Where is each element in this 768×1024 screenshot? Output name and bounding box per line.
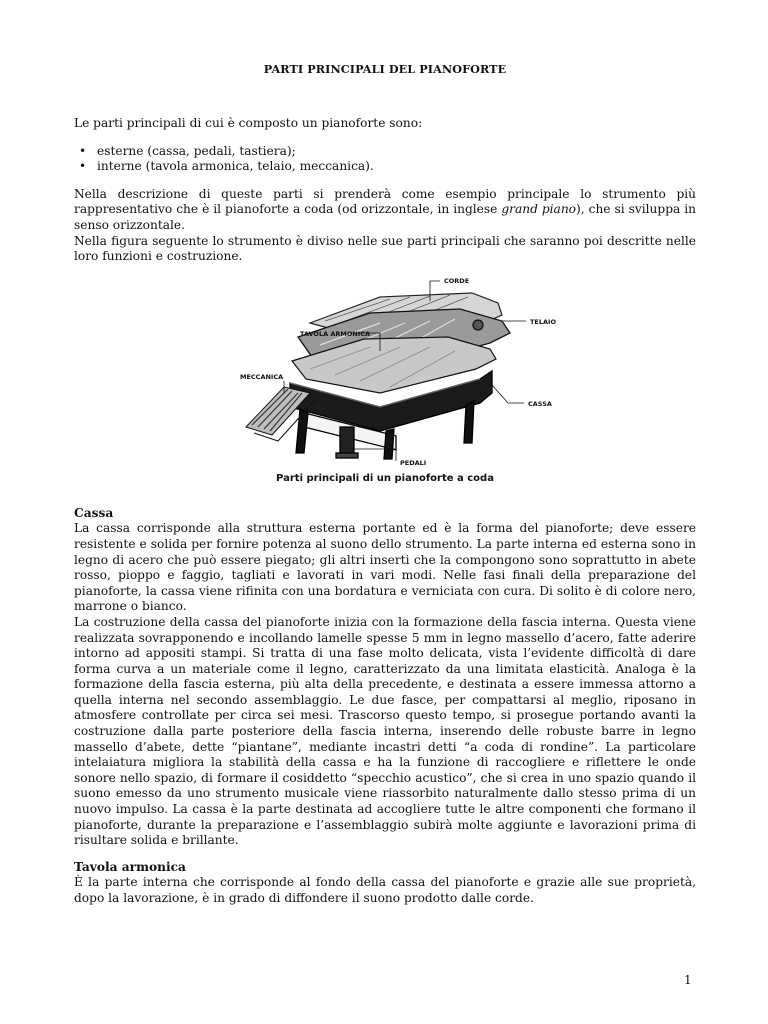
page-number: 1 [684, 973, 692, 987]
label-meccanica: MECCANICA [240, 372, 284, 381]
list-item: • esterne (cassa, pedali, tastiera); [79, 143, 296, 158]
list-item: • interne (tavola armonica, telaio, meccanica). [79, 159, 374, 174]
heading-cassa: Cassa [74, 505, 114, 520]
intro-text: Le parti principali di cui è composto un pianoforte sono: [74, 116, 423, 130]
paragraph-cassa-2: La costruzione della cassa del pianoforte inizia con la formazione della fascia interna. Questa viene realizzata sovrapponendo e incollando lamelle spesse 5 mm in legno massello d’acero, fatte aderire intorno ad appositi stampi. Si tratta di una fase molto delicata, vista l’evidente difficoltà di dare forma curva a un materiale come il legno, caratterizzato da una limitata elasticità. Analoga è la formazione della fascia esterna, più alta della precedente, e destinata a essere immessa attorno a quella interna nel secondo assemblaggio. Le due fasce, per compattarsi al meglio, riposano in atmosfere controllate per circa sei mesi. Trascorso questo tempo, si prosegue portando avanti la costruzione dalla parte posteriore della fascia interna, inserendo delle robuste barre in legno massello d’abete, dette “piantane”, mediante incastri detti “a coda di rondine”. La particolare intelaiatura migliora la stabilità della cassa e ha la funzione di raccogliere e riflettere le onde sonore nello spazio, di formare il cosiddetto “specchio acustico”, che si crea in uno spazio quando il suono emesso da uno strumento musicale viene riassorbito naturalmente dallo stesso prima di un nuovo impulso. La cassa è la parte destinata ad accogliere tutte le altre componenti che formano il pianoforte, durante la preparazione e l’assemblaggio subirà molte aggiunte e lavorazioni prima di risultare solida e brillante. [74, 614, 696, 848]
piano-figure [74, 275, 696, 467]
heading-tavola-armonica: Tavola armonica [74, 859, 186, 874]
label-corde: CORDE [444, 276, 470, 285]
exploded-piano-illustration [240, 275, 562, 467]
label-telaio: TELAIO [530, 317, 556, 326]
paragraph-tavola-1: È la parte interna che corrisponde al fondo della cassa del pianoforte e grazie alle sue proprietà, dopo la lavorazione, è in grado di diffondere il suono prodotto dalle corde. [74, 875, 696, 905]
document-page [74, 62, 696, 907]
parts-list [74, 144, 696, 175]
paragraph-figure-intro: Nella figura seguente lo strumento è diviso nelle sue parti principali che saranno poi descritte nelle loro funzioni e costruzione. [74, 233, 696, 264]
label-tavola-armonica: TAVOLA ARMONICA [300, 329, 371, 338]
document-title: PARTI PRINCIPALI DEL PIANOFORTE [263, 62, 507, 76]
label-cassa: CASSA [528, 399, 552, 408]
label-pedali: PEDALI [400, 458, 427, 467]
figure-caption: Parti principali di un pianoforte a coda [276, 472, 494, 484]
paragraph-cassa-1: La cassa corrisponde alla struttura esterna portante ed è la forma del pianoforte; deve essere resistente e solida per fornire potenza al suono dello strumento. La parte interna ed esterna sono in legno di acero che può essere piegato; gli altri inserti che la compongono sono soprattutto in abete rosso, pioppo e faggio, tagliati e lavorati in vari modi. Nelle fasi finali della preparazione del pianoforte, la cassa viene rifinita con una bordatura e verniciata con cura. Di solito è di colore nero, marrone o bianco. [74, 521, 696, 614]
paragraph-description: Nella descrizione di queste parti si prenderà come esempio principale lo strumento più rappresentativo che è il pianoforte a coda (od orizzontale, in inglese grand piano), che si sviluppa in senso orizzontale. [74, 186, 696, 232]
